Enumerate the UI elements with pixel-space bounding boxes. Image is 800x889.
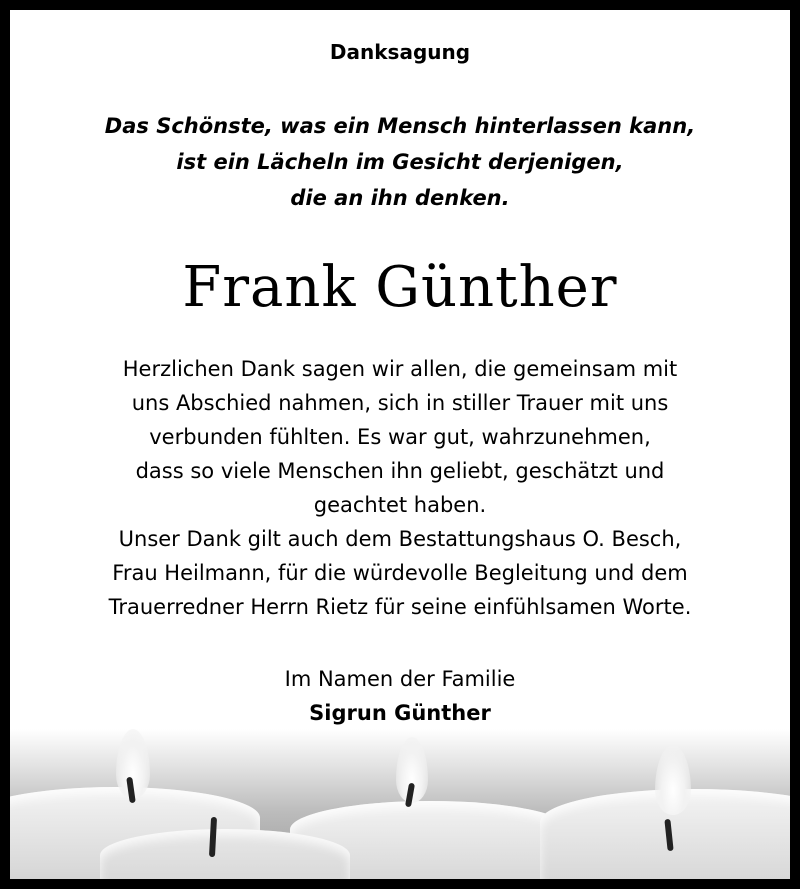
thanks-line: Herzlichen Dank sagen wir allen, die gemeinsam mit	[122, 357, 678, 381]
thanks-line: Trauerredner Herrn Rietz für seine einfühlsamen Worte.	[108, 595, 692, 619]
thanks-line: dass so viele Menschen ihn geliebt, geschätzt und	[135, 459, 665, 483]
quote-line: ist ein Lächeln im Gesicht derjenigen,	[176, 150, 624, 174]
closing-block	[20, 662, 780, 730]
memorial-quote	[20, 108, 780, 216]
thanks-line: uns Abschied nahmen, sich in stiller Trauer mit uns	[131, 391, 669, 415]
quote-line: Das Schönste, was ein Mensch hinterlassen kann,	[104, 114, 696, 138]
candles-photo-icon	[10, 729, 790, 879]
thanks-line: Unser Dank gilt auch dem Bestattungshaus O. Besch,	[118, 527, 682, 551]
candle-shape	[100, 829, 350, 879]
thanks-line: geachtet haben.	[313, 493, 487, 517]
thanks-line: Frau Heilmann, für die würdevolle Begleitung und dem	[112, 561, 688, 585]
deceased-name: Frank Günther	[182, 255, 618, 320]
thanks-line: verbunden fühlten. Es war gut, wahrzunehmen,	[149, 425, 651, 449]
closing-line: Im Namen der Familie	[284, 667, 516, 691]
thanks-text	[20, 352, 780, 624]
notice-heading: Danksagung	[329, 40, 471, 64]
quote-line: die an ihn denken.	[290, 186, 510, 210]
signature: Sigrun Günther	[309, 701, 491, 725]
flame-icon	[655, 745, 691, 815]
